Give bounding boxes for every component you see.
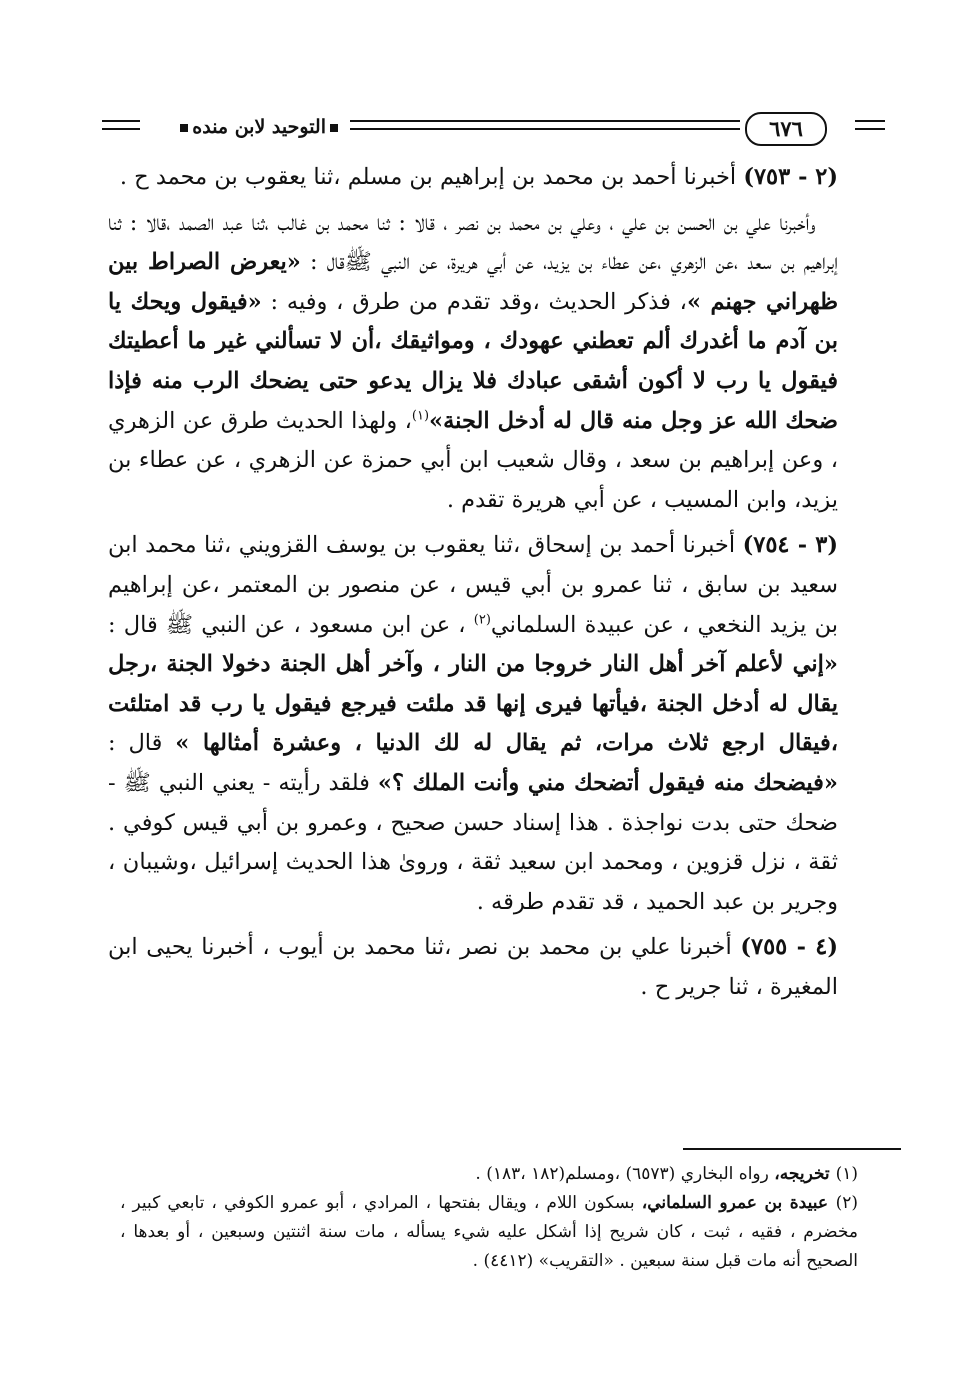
header-rule-left-bottom (102, 128, 140, 130)
footnote-separator (683, 1148, 901, 1150)
running-title (176, 116, 342, 138)
header-rule-left-top (102, 120, 140, 122)
hadith-number: (٢ - ٧٥٣) (743, 164, 838, 190)
hadith-number: (٤ - ٧٥٥) (740, 934, 838, 961)
hadith-quote: «فيضحك منه فيقول أتضحك مني وأنت الملك ؟» (377, 769, 838, 796)
footnote-ref-1[interactable]: (١) (411, 408, 430, 424)
paragraph-text: قال : (108, 730, 176, 757)
running-title-text: التوحيد لابن منده (192, 116, 326, 138)
footnote-text: بسكون اللام ، ويقال بفتحها ، المرادي ، أبو عمرو الكوفي ، تابعي كبير ، مخضرم ، فقيه ، ثبت ، كان شريح إذا أشكل عليه شيء يسأله ، مات سنة اثنتين وسبعين ، أو بعدها ، الصحيح أنه مات قبل سنة سبعين . «التقريب» (٤٤١٢) . (120, 1193, 858, 1271)
hadith-paragraph-753-continued (108, 204, 838, 521)
paragraph-text: ، فذكر الحديث ،وقد تقدم من طرق ، وفيه : (261, 288, 687, 315)
hadith-quote: «فيقول ويحك يا بن آدم ما أغدرك ألم تعطني عهودك ، ومواثيقك ،أن لا تسألني غير ما أعطيتك فيقول يا رب لا أكون أشقى عبادك فلا يزال يدعو حتى يضحك الرب منه فإذا ضحك الله عز وجل منه قال له أدخل الجنة» (108, 288, 839, 434)
paragraph-text: وأخبرنا علي بن الحسن بن علي ، وعلي بن محمد بن نصر ، قالا : ثنا محمد بن غالب ،ثنا عبد الصمد ،قالا : ثنا إبراهيم بن سعد ،عن الزهري ،عن عطاء بن يزيد، عن أبي هريرة، عن النبي ﷺقال : (108, 209, 838, 276)
footnote-1 (120, 1160, 858, 1189)
paragraph-text: أخبرنا أحمد بن محمد بن إبراهيم بن مسلم ،ثنا يعقوب بن محمد ح . (119, 164, 744, 190)
hadith-quote: «يعرض الصراط بين ظهراني جهنم » (108, 249, 838, 315)
hadith-paragraph-755 (108, 928, 838, 1007)
footnote-bold: تخريجه، (774, 1164, 836, 1184)
main-text (108, 158, 838, 1007)
square-bullet-icon (180, 124, 188, 132)
paragraph-text: ، ولهذا الحديث طرق عن الزهري ، وعن إبراهيم بن سعد ، وقال شعيب ابن أبي حمزة عن الزهري ، عن عطاء بن يزيد، وابن المسيب ، عن أبي هريرة تقدم . (108, 407, 838, 513)
header-rule-middle-bottom (350, 128, 740, 130)
header-rule-right-bottom (855, 128, 885, 130)
header-rule-right-top (855, 120, 885, 122)
running-header (100, 108, 882, 152)
hadith-paragraph-754 (108, 526, 838, 922)
paragraph-text: فلقد رأيته - يعني النبي ﷺ - ضحك حتى بدت نواجذة . هذا إسناد حسن صحيح ، وعمرو بن أبي قيس كوفي . ثقة ، نزل قزوين ، ومحمد ابن سعيد ثقة ، وروىٰ هذا الحديث إسرائيل ،وشيبان ، وجرير بن عبد الحميد ، قد تقدم طرقه . (108, 769, 838, 915)
footnote-ref-2[interactable]: (٢) (473, 612, 491, 628)
square-bullet-icon (330, 124, 338, 132)
paragraph-text: أخبرنا أحمد بن إسحاق ،ثنا يعقوب بن يوسف القزويني ،ثنا محمد ابن سعيد بن سابق ، ثنا عمرو بن أبي قيس ، عن منصور بن المعتمر ،عن إبراهيم بن يزيد النخعي ، عن عبيدة السلماني (108, 532, 838, 638)
footnote-2 (120, 1189, 858, 1276)
hadith-quote: «إني لأعلم آخر أهل النار خروجا من النار ، وآخر أهل الجنة دخولا الجنة ،رجل يقال له أدخل الجنة ،فيأتها فيرى إنها قد ملئت فيرجع فيقول يا رب قد امتلئت ،فيقال ارجع ثلاث مرات، ثم يقال له لك الدنيا ، وعشرة أمثالها » (108, 651, 838, 757)
paragraph-text: أخبرنا علي بن محمد بن نصر ،ثنا محمد بن أيوب ، أخبرنا يحيى ابن المغيرة ، ثنا جرير ح . (108, 934, 838, 1000)
page-number (745, 112, 827, 146)
page-number-text: ٦٧٦ (769, 116, 803, 141)
hadith-number: (٣ - ٧٥٤) (742, 532, 838, 559)
footnotes (120, 1160, 858, 1276)
header-rule-middle-top (350, 120, 740, 122)
footnote-marker: (١) (835, 1164, 858, 1184)
paragraph-text: ، عن ابن مسعود ، عن النبي ﷺ قال : (108, 611, 474, 638)
footnote-text: رواه البخاري (٦٥٧٣) ،ومسلم(١٨٢ ،١٨٣) . (475, 1164, 775, 1184)
footnote-bold: عبيدة بن عمرو السلماني، (641, 1193, 836, 1213)
footnote-marker: (٢) (835, 1193, 859, 1213)
hadith-paragraph-753 (108, 158, 838, 198)
